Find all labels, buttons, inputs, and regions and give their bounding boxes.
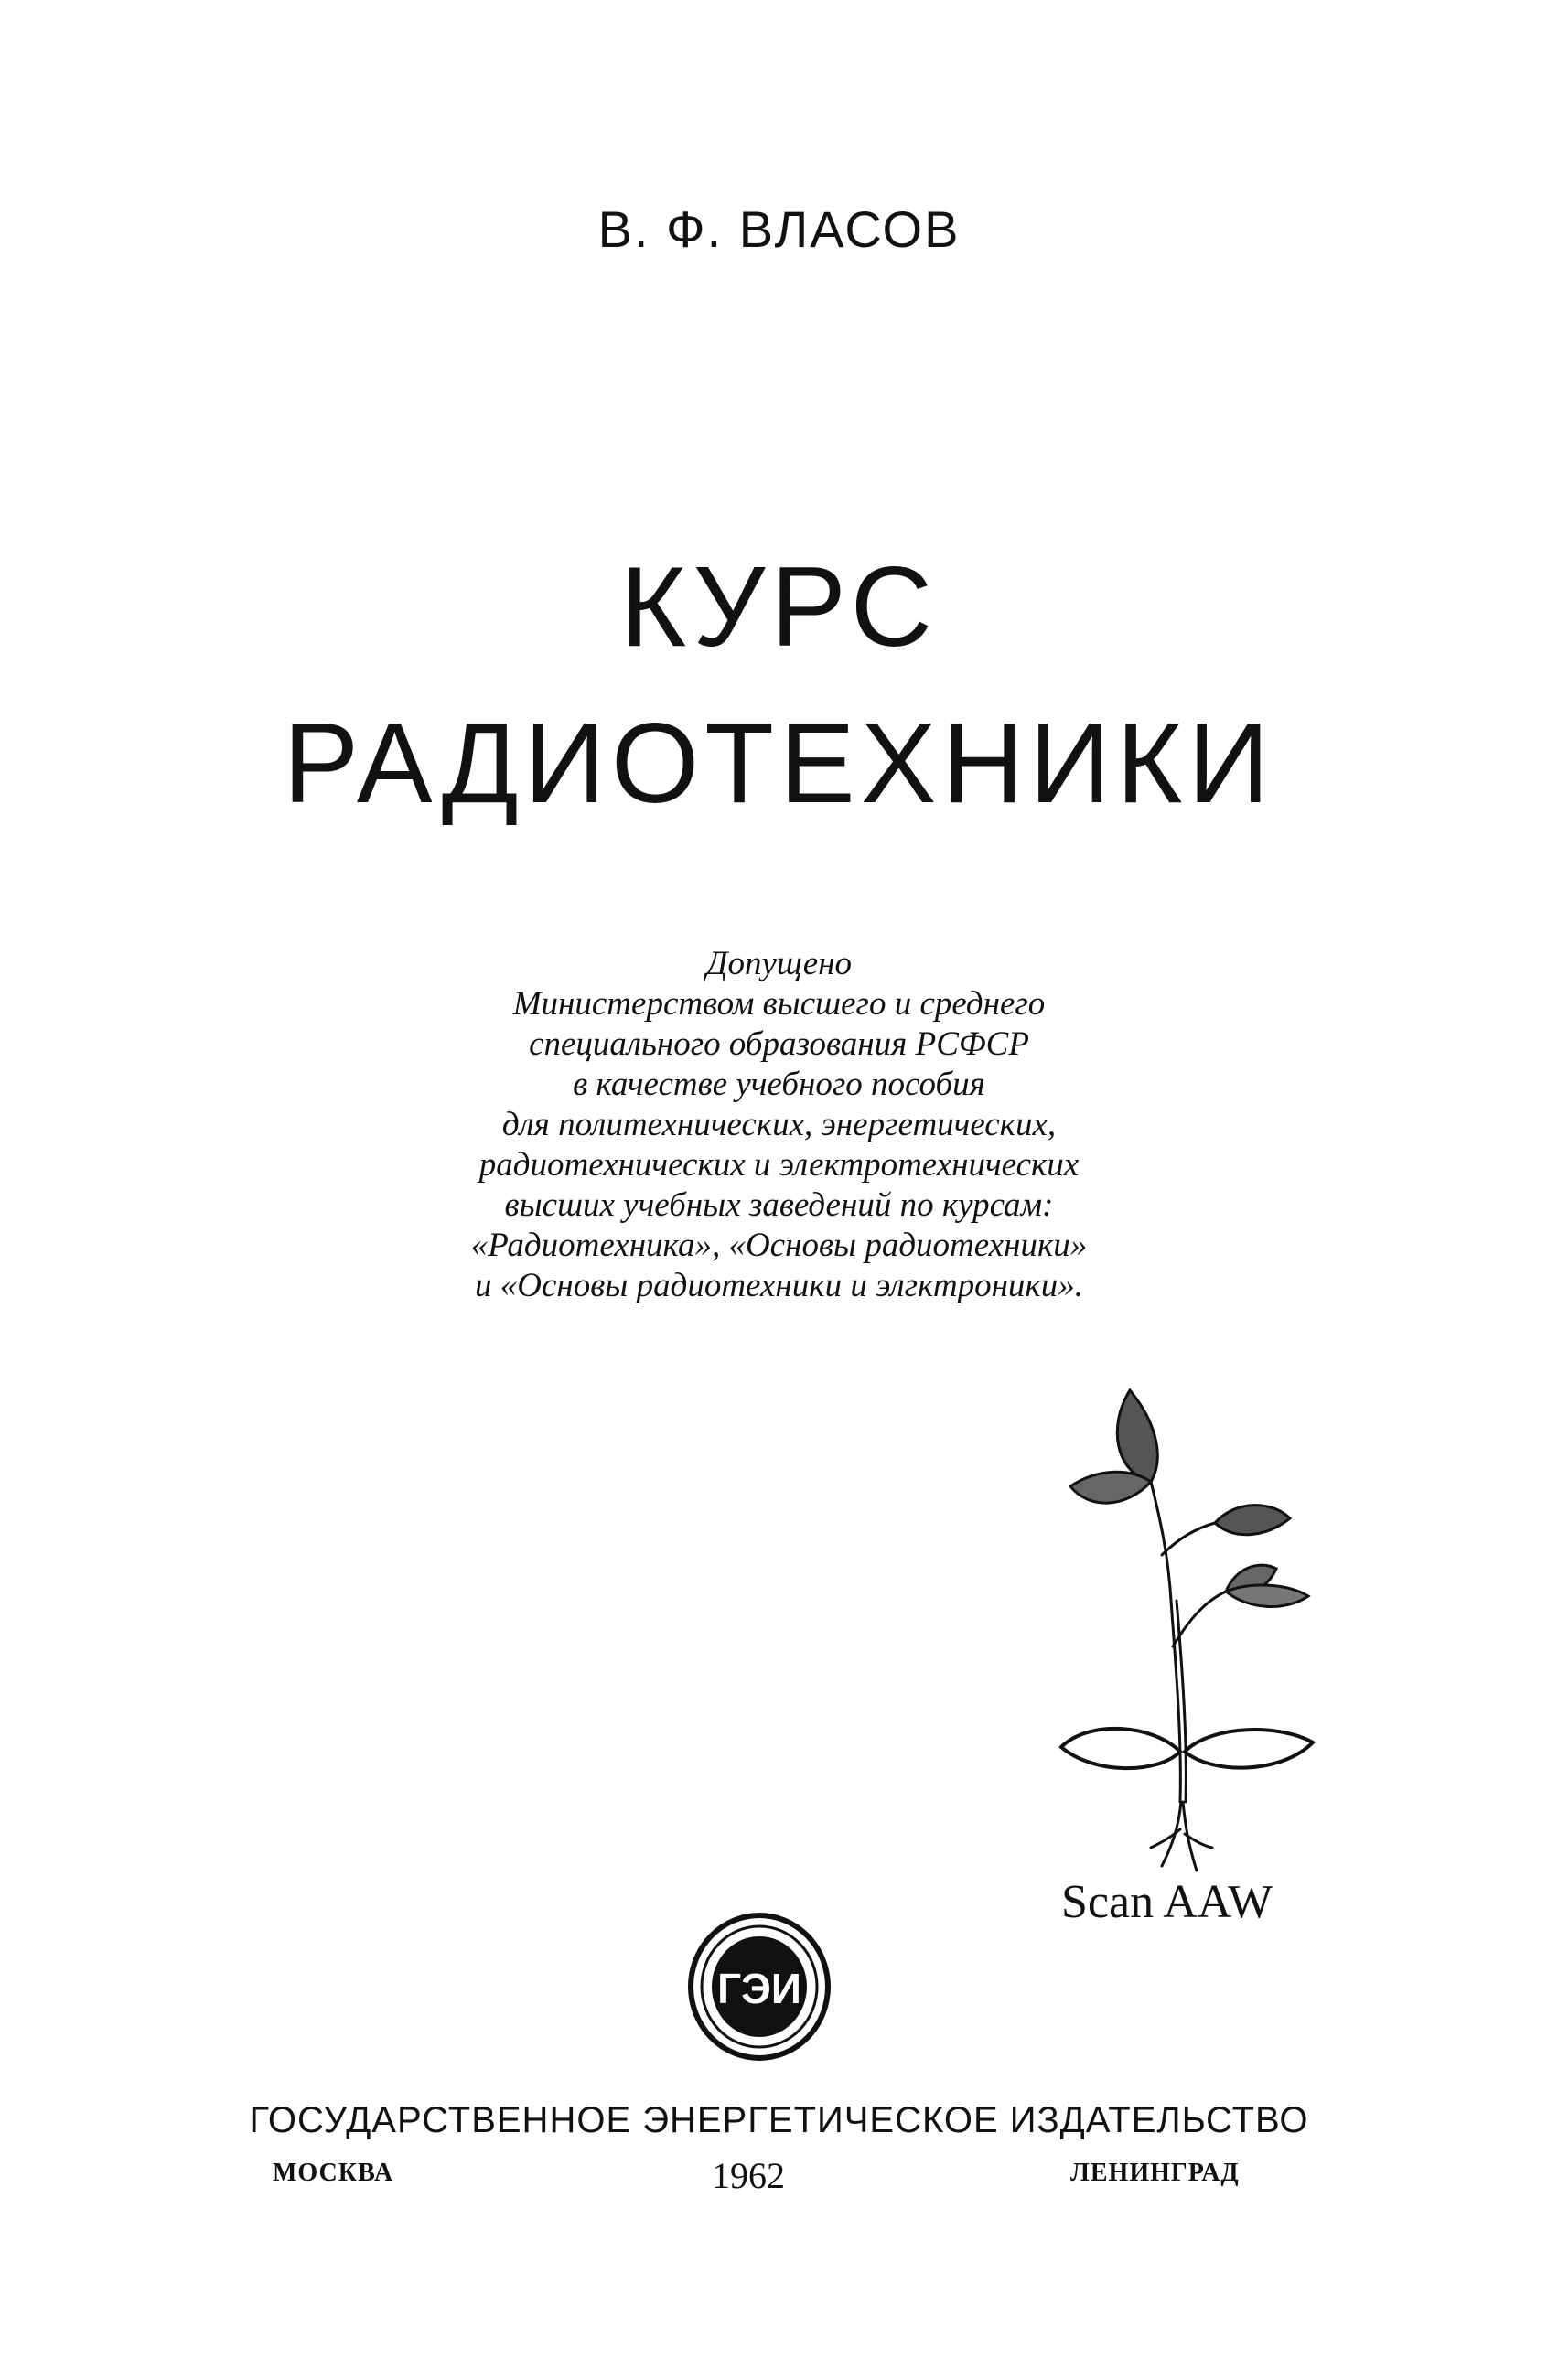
- gei-logo-icon: [686, 1912, 833, 2063]
- approval-notice: [348, 944, 1210, 1306]
- publisher-name: ГОСУДАРСТВЕННОЕ ЭНЕРГЕТИЧЕСКОЕ ИЗДАТЕЛЬСТВО: [249, 2100, 1309, 2140]
- approval-line: и «Основы радиотехники и элгктроники».: [475, 1267, 1083, 1304]
- approval-line: радиотехнических и электротехнических: [478, 1146, 1080, 1184]
- scan-note: Scan AAW: [1061, 1876, 1273, 1928]
- approval-line: «Радиотехника», «Основы радиотехники»: [470, 1227, 1088, 1264]
- approval-line: высших учебных заведений по курсам:: [504, 1186, 1054, 1224]
- approval-line: для политехнических, энергетических,: [501, 1106, 1057, 1143]
- publication-year: 1962: [712, 2155, 785, 2196]
- book-title-line-1: КУРС: [619, 544, 939, 670]
- publisher-city-moscow: МОСКВА: [273, 2159, 394, 2187]
- publisher-city-leningrad: ЛЕНИНГРАД: [1070, 2159, 1240, 2187]
- approval-line: специального образования РСФСР: [529, 1025, 1029, 1063]
- book-title-line-2: РАДИОТЕХНИКИ: [283, 701, 1275, 827]
- author-name: В. Ф. ВЛАСОВ: [597, 200, 961, 258]
- seedling-illustration-icon: [1052, 1372, 1327, 1884]
- approval-line: Министерством высшего и среднего: [512, 985, 1046, 1023]
- approval-line: в качестве учебного пособия: [573, 1066, 985, 1103]
- approval-line: Допущено: [705, 945, 853, 982]
- logo-letters: ГЭИ: [717, 1965, 801, 2012]
